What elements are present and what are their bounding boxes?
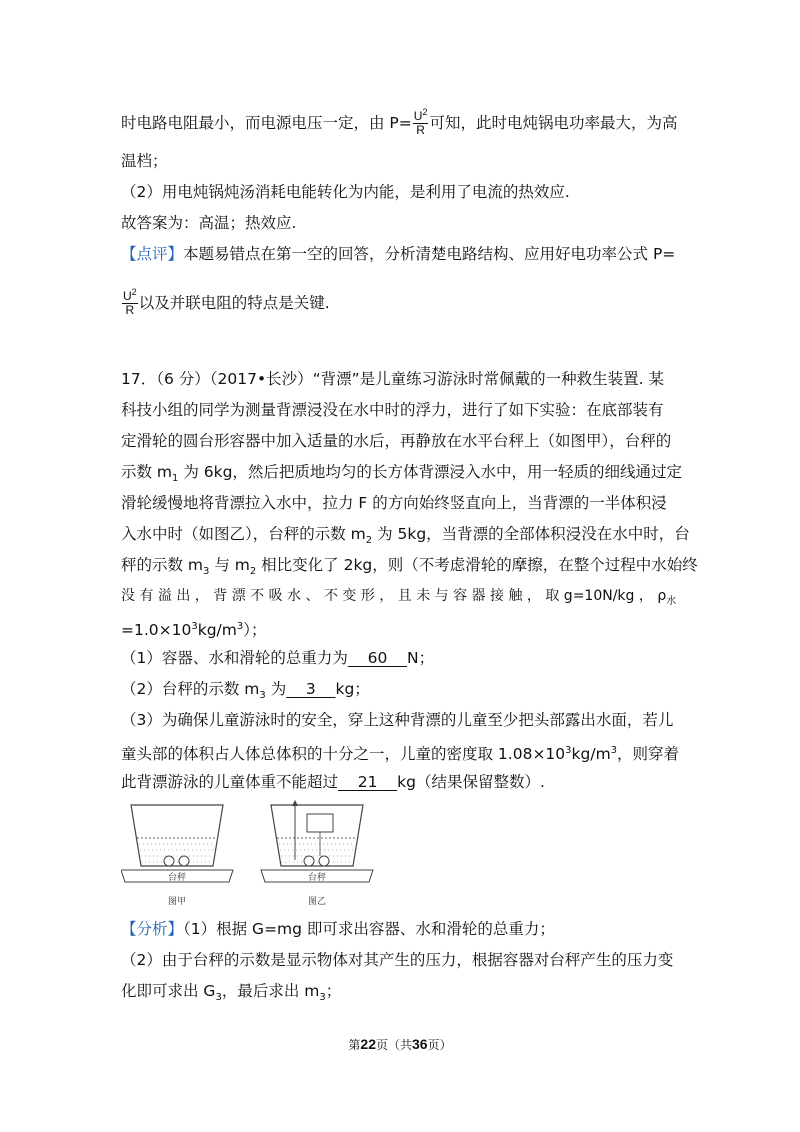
scale-label: 台秤 (167, 873, 187, 883)
figure-jia (121, 805, 233, 907)
scale-label: 台秤 (307, 873, 327, 883)
analysis-tag: 【分析】 (121, 920, 184, 938)
question-line: 入水中时（如图乙），台秤的示数 $m_2$ 为 5kg，当背漂的全部体积浸没在水中时，台 (121, 525, 690, 547)
sub-question-3: （3）为确保儿童游泳时的安全，穿上这种背漂的儿童至少把头部露出水面，若儿 (121, 711, 674, 729)
sub-question-3: 童头部的体积占人体总体积的十分之一，儿童的密度取 $1.08\times 10^3kg/m^3$，则穿着 (121, 745, 680, 764)
figure-caption-jia: 图甲 (167, 897, 187, 907)
sub-question-3: 此背漂游泳的儿童体重不能超过 21 kg（结果保留整数）. (121, 773, 545, 791)
analysis-line: （2）由于台秤的示数是显示物体对其产生的压力，根据容器对台秤产生的压力变 (121, 951, 674, 969)
comment-tag: 【点评】 (121, 245, 184, 263)
page-total: 36 (412, 1036, 428, 1052)
sub-question-2: （2）台秤的示数 $m_3$ 为 3 kg； (121, 680, 370, 702)
comment-line: $\frac{U^2}{R}$ 以及并联电阻的特点是关键. (123, 287, 330, 317)
question-line: 秤的示数 $m_3$ 与 $m_2$ 相比变化了 2kg，则（不考虑滑轮的摩擦，在整个过程中水始终 (121, 556, 698, 578)
power-formula-fraction: $\frac{U^2}{R}$ (123, 287, 137, 317)
answer-blank: 21 (338, 773, 398, 791)
question-line: 示数 $m_1$ 为 6kg，然后把质地均匀的长方体背漂浸入水中，用一轻质的细线通过定 (121, 463, 682, 485)
page-number: 22 (360, 1036, 376, 1052)
text-line: 温档； (121, 152, 168, 170)
figure-caption-yi: 图乙 (307, 897, 327, 907)
analysis-line: 【分析】（1）根据 G=mg 即可求出容器、水和滑轮的总重力； (121, 920, 555, 938)
question-line: 定滑轮的圆台形容器中加入适量的水后，再静放在水平台秤上（如图甲），台秤的 (121, 432, 672, 450)
question-line: 滑轮缓慢地将背漂拉入水中，拉力 F 的方向始终竖直向上，当背漂的一半体积浸 (121, 494, 667, 512)
question-line: $=1.0\times 10^3kg/m^3$）； (121, 621, 267, 640)
question-line: 科技小组的同学为测量背漂浸没在水中时的浮力，进行了如下实验：在底部装有 (121, 401, 664, 419)
answer-blank: 3 (286, 680, 336, 698)
text-line: 时电路电阻最小，而电源电压一定，由 P= $\frac{U^2}{R}$ 可知，此时电炖锅电功率最大，为高 (121, 107, 678, 137)
power-formula-fraction: $\frac{U^2}{R}$ (413, 107, 428, 137)
analysis-line: 化即可求出 $G_3$，最后求出 $m_3$； (121, 982, 342, 1004)
question-line: 没 有 溢 出 ， 背 漂 不 吸 水 、 不 变 形 ， 且 未 与 容 器 接 触 ， 取 g=10N/kg ， $\rho_水$ (121, 588, 677, 607)
text-line: （2）用电炖锅炖汤消耗电能转化为内能，是利用了电流的热效应. (121, 183, 570, 201)
page-footer: 第22页（共36页） (348, 1036, 452, 1052)
experiment-figures (121, 800, 391, 910)
question-line: 17．（6 分）（2017•长沙）“背漂”是儿童练习游泳时常佩戴的一种救生装置. 某 (121, 370, 665, 388)
sub-question-1: （1）容器、水和滑轮的总重力为 60 N； (121, 649, 435, 667)
text-line: 故答案为：高温；热效应. (121, 214, 297, 232)
answer-blank: 60 (347, 649, 408, 667)
comment-line: 【点评】本题易错点在第一空的回答，分析清楚电路结构、应用好电功率公式 P= (121, 245, 676, 263)
figure-yi (261, 800, 373, 907)
